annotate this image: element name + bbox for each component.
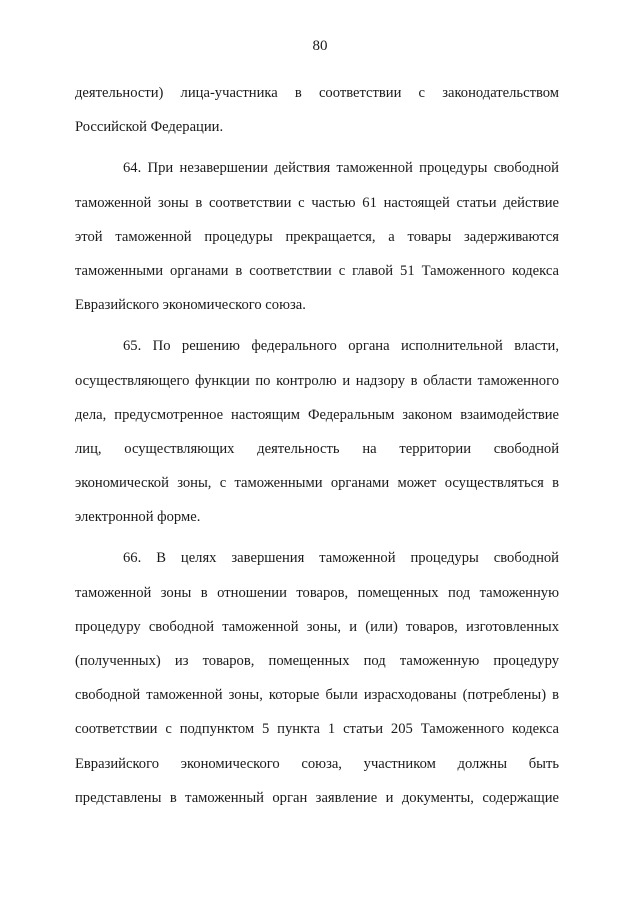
text-line: (полученных) из товаров, помещенных под таможенную процедуру bbox=[75, 653, 559, 669]
text-line: Евразийского экономического союза. bbox=[75, 297, 306, 314]
text-line: этой таможенной процедуры прекращается, а товары задерживаются bbox=[75, 228, 559, 245]
text-line: Российской Федерации. bbox=[75, 119, 224, 136]
text-line: лиц, осуществляющих деятельность на территории свободной bbox=[75, 440, 559, 457]
text-line: 66. В целях завершения таможенной процедуры свободной bbox=[123, 550, 559, 567]
paragraph-article-66 bbox=[75, 541, 559, 815]
text-line: дела, предусмотренное настоящим Федеральным законом взаимодействие bbox=[75, 406, 559, 423]
text-line: 64. При незавершении действия таможенной процедуры свободной bbox=[123, 160, 559, 177]
text-line: Евразийского экономического союза, участником должны быть bbox=[75, 755, 559, 772]
text-line: деятельности) лица-участника в соответствии с законодательством bbox=[75, 85, 559, 101]
paragraph-continuation bbox=[75, 76, 559, 144]
text-line: таможенной зоны в отношении товаров, помещенных под таможенную bbox=[75, 584, 559, 601]
text-line: осуществляющего функции по контролю и надзору в области таможенного bbox=[75, 372, 559, 389]
paragraph-article-64 bbox=[75, 151, 559, 322]
text-line: свободной таможенной зоны, которые были израсходованы (потреблены) в bbox=[75, 687, 559, 704]
text-line: таможенной зоны в соответствии с частью 61 настоящей статьи действие bbox=[75, 194, 559, 211]
text-line: экономической зоны, с таможенными органами может осуществляться в bbox=[75, 475, 559, 492]
text-line: процедуру свободной таможенной зоны, и (или) товаров, изготовленных bbox=[75, 618, 559, 635]
text-line: таможенными органами в соответствии с главой 51 Таможенного кодекса bbox=[75, 262, 559, 279]
page-number: 80 bbox=[312, 38, 328, 54]
text-line: 65. По решению федерального органа исполнительной власти, bbox=[123, 338, 559, 355]
text-line: представлены в таможенный орган заявление и документы, содержащие bbox=[75, 789, 559, 806]
document-body bbox=[75, 76, 559, 815]
paragraph-article-65 bbox=[75, 329, 559, 534]
text-line: электронной форме. bbox=[75, 509, 201, 526]
text-line: соответствии с подпунктом 5 пункта 1 статьи 205 Таможенного кодекса bbox=[75, 721, 559, 738]
